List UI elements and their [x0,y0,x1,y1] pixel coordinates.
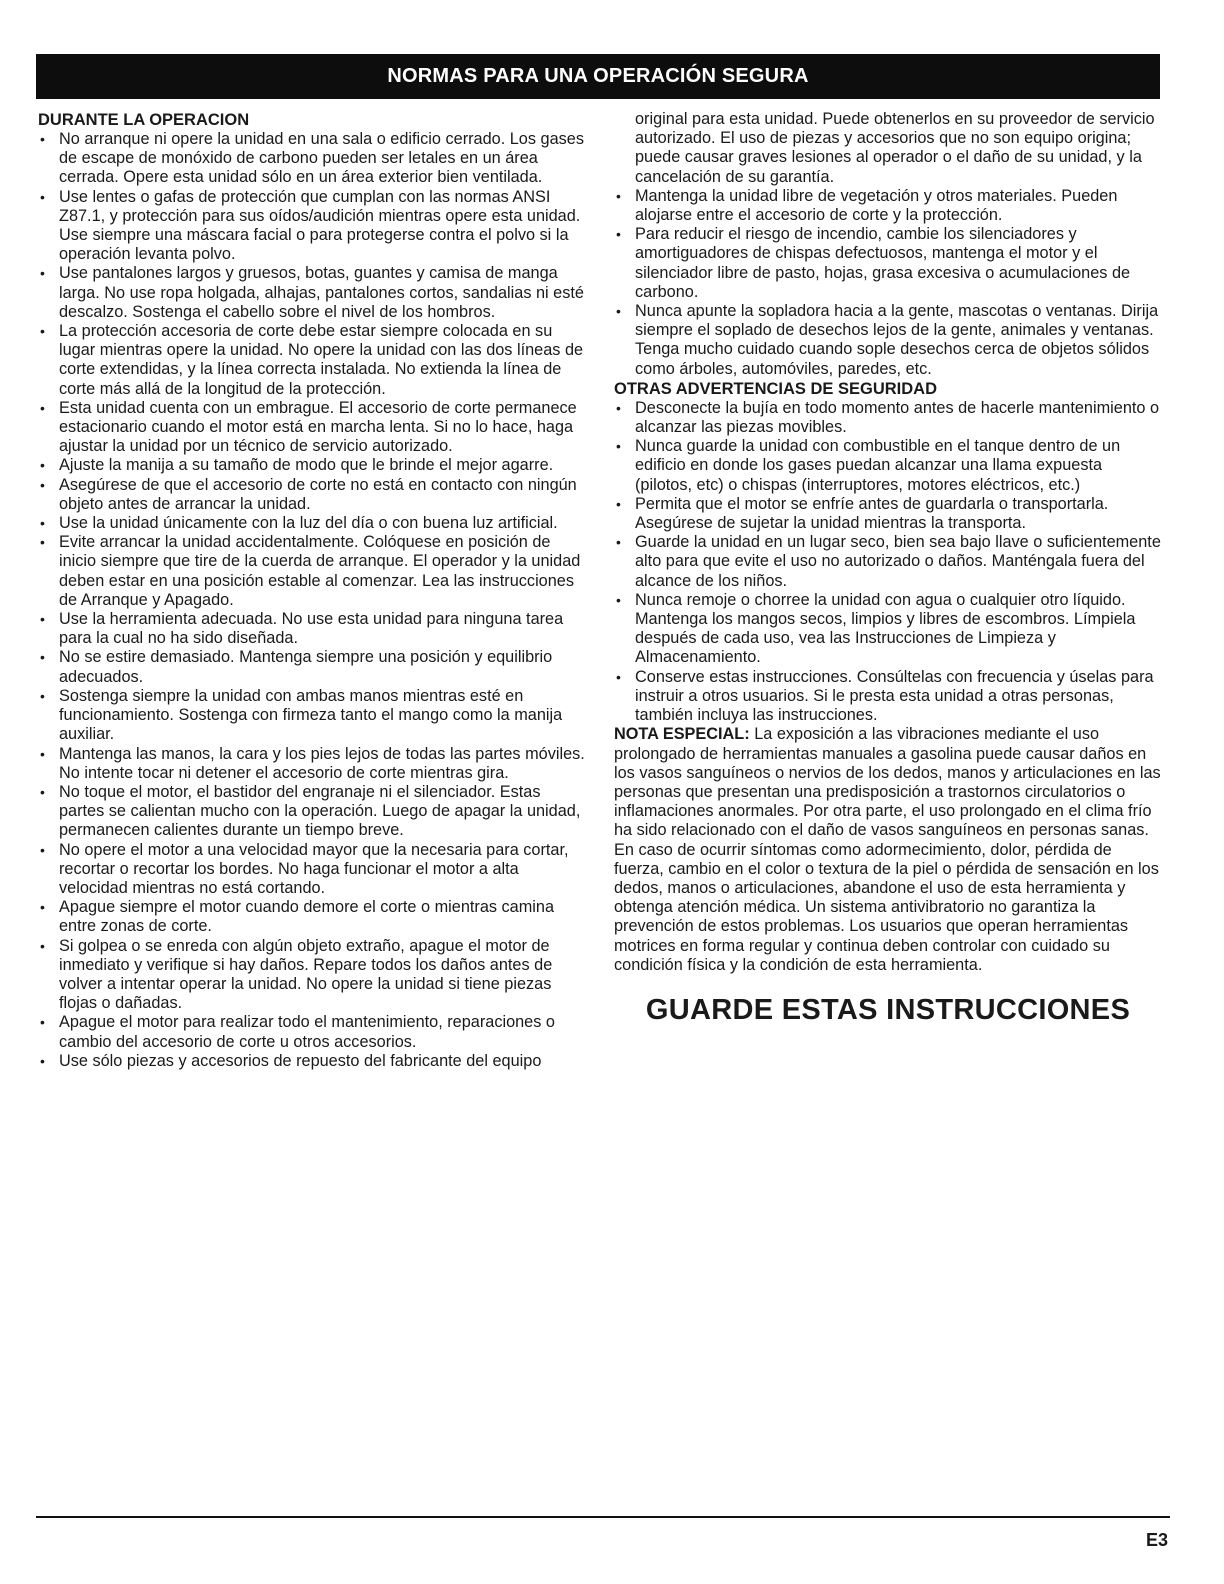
special-note-label: NOTA ESPECIAL: [614,725,750,744]
heading-durante-la-operacion: DURANTE LA OPERACION [38,111,250,129]
special-note-text: La exposición a las vibraciones mediante el uso prolongado de herramientas manuales a gasolina puede causar daños en los vasos sanguíneos o nervios de los dedos, manos y articulaciones en las personas que presentan una predisposición a trastornos circulatorios o inflamaciones anormales. Por otra parte, el uso prolongado en el clima frío ha sido relacionado con el daño de vasos sanguíneos en personas sanas. En caso de ocurrir síntomas como adormecimiento, dolor, pérdida de fuerza, cambio en el color o textura de la piel o pérdida de sensación en los dedos, manos o articulaciones, abandone el uso de esta herramienta y obtenga atención médica. Un sistema antivibratorio no garantiza la prevención de estos problemas. Los usuarios que operan herramientas motrices en forma regular y continua deben controlar con cuidado su condición física y la condición de esta herramienta. [614,725,1161,974]
list-item: • Mantenga las manos, la cara y los pies lejos de todas las partes móviles. No intente tocar ni detener el accesorio de corte mientras gira. [38,745,586,783]
list-item: • Use pantalones largos y gruesos, botas, guantes y camisa de manga larga. No use ropa holgada, alhajas, pantalones cortos, sandalias ni esté descalzo. Sostenga el cabello sobre el nivel de los hombros. [38,264,586,322]
right-bullet-list-a [614,187,1162,379]
list-item: • Sostenga siempre la unidad con ambas manos mientras esté en funcionamiento. Sostenga con firmeza tanto el mango como la manija auxiliar. [38,687,586,745]
list-item: • No toque el motor, el bastidor del engranaje ni el silenciador. Estas partes se calientan mucho con la operación. Luego de apagar la unidad, permanecen calientes durante un tiempo breve. [38,783,586,841]
list-item: • Use sólo piezas y accesorios de repuesto del fabricante del equipo [38,1052,586,1071]
list-item: • Apague siempre el motor cuando demore el corte o mientras camina entre zonas de corte. [38,898,586,936]
section-banner [36,54,1160,99]
list-item: • Ajuste la manija a su tamaño de modo que le brinde el mejor agarre. [38,456,586,475]
banner-title: NORMAS PARA UNA OPERACIÓN SEGURA [387,65,809,87]
list-item: • Desconecte la bujía en todo momento antes de hacerle mantenimiento o alcanzar las piezas movibles. [614,399,1162,437]
list-item: • Nunca remoje o chorree la unidad con agua o cualquier otro líquido. Mantenga los mangos secos, limpios y libres de escombros. Límpiela después de cada uso, vea las Instrucciones de Limpieza y Almacenamiento. [614,591,1162,668]
list-item: • Mantenga la unidad libre de vegetación y otros materiales. Pueden alojarse entre el accesorio de corte y la protección. [614,187,1162,225]
right-bullet-list-b [614,399,1162,725]
list-item: • Guarde la unidad en un lugar seco, bien sea bajo llave o suficientemente alto para que evite el uso no autorizado o daños. Manténgala fuera del alcance de los niños. [614,533,1162,591]
list-item: • Apague el motor para realizar todo el mantenimiento, reparaciones o cambio del accesorio de corte u otros accesorios. [38,1013,586,1051]
left-column [38,110,586,1071]
footer-divider [36,1516,1170,1518]
list-item: • Nunca guarde la unidad con combustible en el tanque dentro de un edificio en donde los gases puedan alcanzar una llama expuesta (pilotos, etc) o chispas (interruptores, motores eléctricos, etc.) [614,437,1162,495]
list-item: • Permita que el motor se enfríe antes de guardarla o transportarla. Asegúrese de sujetar la unidad mientras la transporta. [614,495,1162,533]
heading-otras-advertencias: OTRAS ADVERTENCIAS DE SEGURIDAD [614,379,937,398]
list-item: • No opere el motor a una velocidad mayor que la necesaria para cortar, recortar o recortar los bordes. No haga funcionar el motor a alta velocidad mientras no está cortando. [38,841,586,899]
list-item: • Para reducir el riesgo de incendio, cambie los silenciadores y amortiguadores de chispas defectuosos, mantenga el motor y el silenciador libre de pasto, hojas, grasa excesiva o acumulaciones de carbono. [614,225,1162,302]
list-item: • Use lentes o gafas de protección que cumplan con las normas ANSI Z87.1, y protección para sus oídos/audición mientras opere esta unidad. Use siempre una máscara facial o para protegerse contra el polvo si la operación levanta polvo. [38,188,586,265]
list-item: • Esta unidad cuenta con un embrague. El accesorio de corte permanece estacionario cuando el motor está en marcha lenta. Si no lo hace, haga ajustar la unidad por un técnico de servicio autorizado. [38,399,586,457]
list-item: • Evite arrancar la unidad accidentalmente. Colóquese en posición de inicio siempre que tire de la cuerda de arranque. El operador y la unidad deben estar en una posición estable al comenzar. Lea las instrucciones de Arranque y Apagado. [38,533,586,610]
special-note [614,725,1162,975]
list-item: • Use la unidad únicamente con la luz del día o con buena luz artificial. [38,514,586,533]
continued-paragraph: original para esta unidad. Puede obtenerlos en su proveedor de servicio autorizado. El uso de piezas y accesorios que no son equipo origina; puede causar graves lesiones al operador o el daño de su unidad, y la cancelación de su garantía. [635,110,1155,186]
list-item: • No se estire demasiado. Mantenga siempre una posición y equilibrio adecuados. [38,648,586,686]
list-item: • No arranque ni opere la unidad en una sala o edificio cerrado. Los gases de escape de monóxido de carbono pueden ser letales en un área cerrada. Opere esta unidad sólo en un área exterior bien ventilada. [38,130,586,188]
right-column [614,110,1162,1027]
list-item: • La protección accesoria de corte debe estar siempre colocada en su lugar mientras opere la unidad. No opere la unidad con las dos líneas de corte extendidas, y la línea correcta instalada. No extienda la línea de corte más allá de la longitud de la protección. [38,322,586,399]
save-instructions-title: GUARDE ESTAS INSTRUCCIONES [645,993,1131,1026]
list-item: • Conserve estas instrucciones. Consúltelas con frecuencia y úselas para instruir a otros usuarios. Si le presta esta unidad a otras personas, también incluya las instrucciones. [614,668,1162,726]
left-bullet-list [38,130,586,1071]
list-item: • Use la herramienta adecuada. No use esta unidad para ninguna tarea para la cual no ha sido diseñada. [38,610,586,648]
page-number: E3 [1145,1530,1168,1550]
list-item: • Asegúrese de que el accesorio de corte no está en contacto con ningún objeto antes de arrancar la unidad. [38,476,586,514]
list-item: • Nunca apunte la sopladora hacia a la gente, mascotas o ventanas. Dirija siempre el soplado de desechos lejos de la gente, animales y ventanas. Tenga mucho cuidado cuando sople desechos cerca de objetos sólidos como árboles, automóviles, paredes, etc. [614,302,1162,379]
list-item: • Si golpea o se enreda con algún objeto extraño, apague el motor de inmediato y verifique si hay daños. Repare todos los daños antes de volver a intentar operar la unidad. No opere la unidad si tiene piezas flojas o dañadas. [38,937,586,1014]
